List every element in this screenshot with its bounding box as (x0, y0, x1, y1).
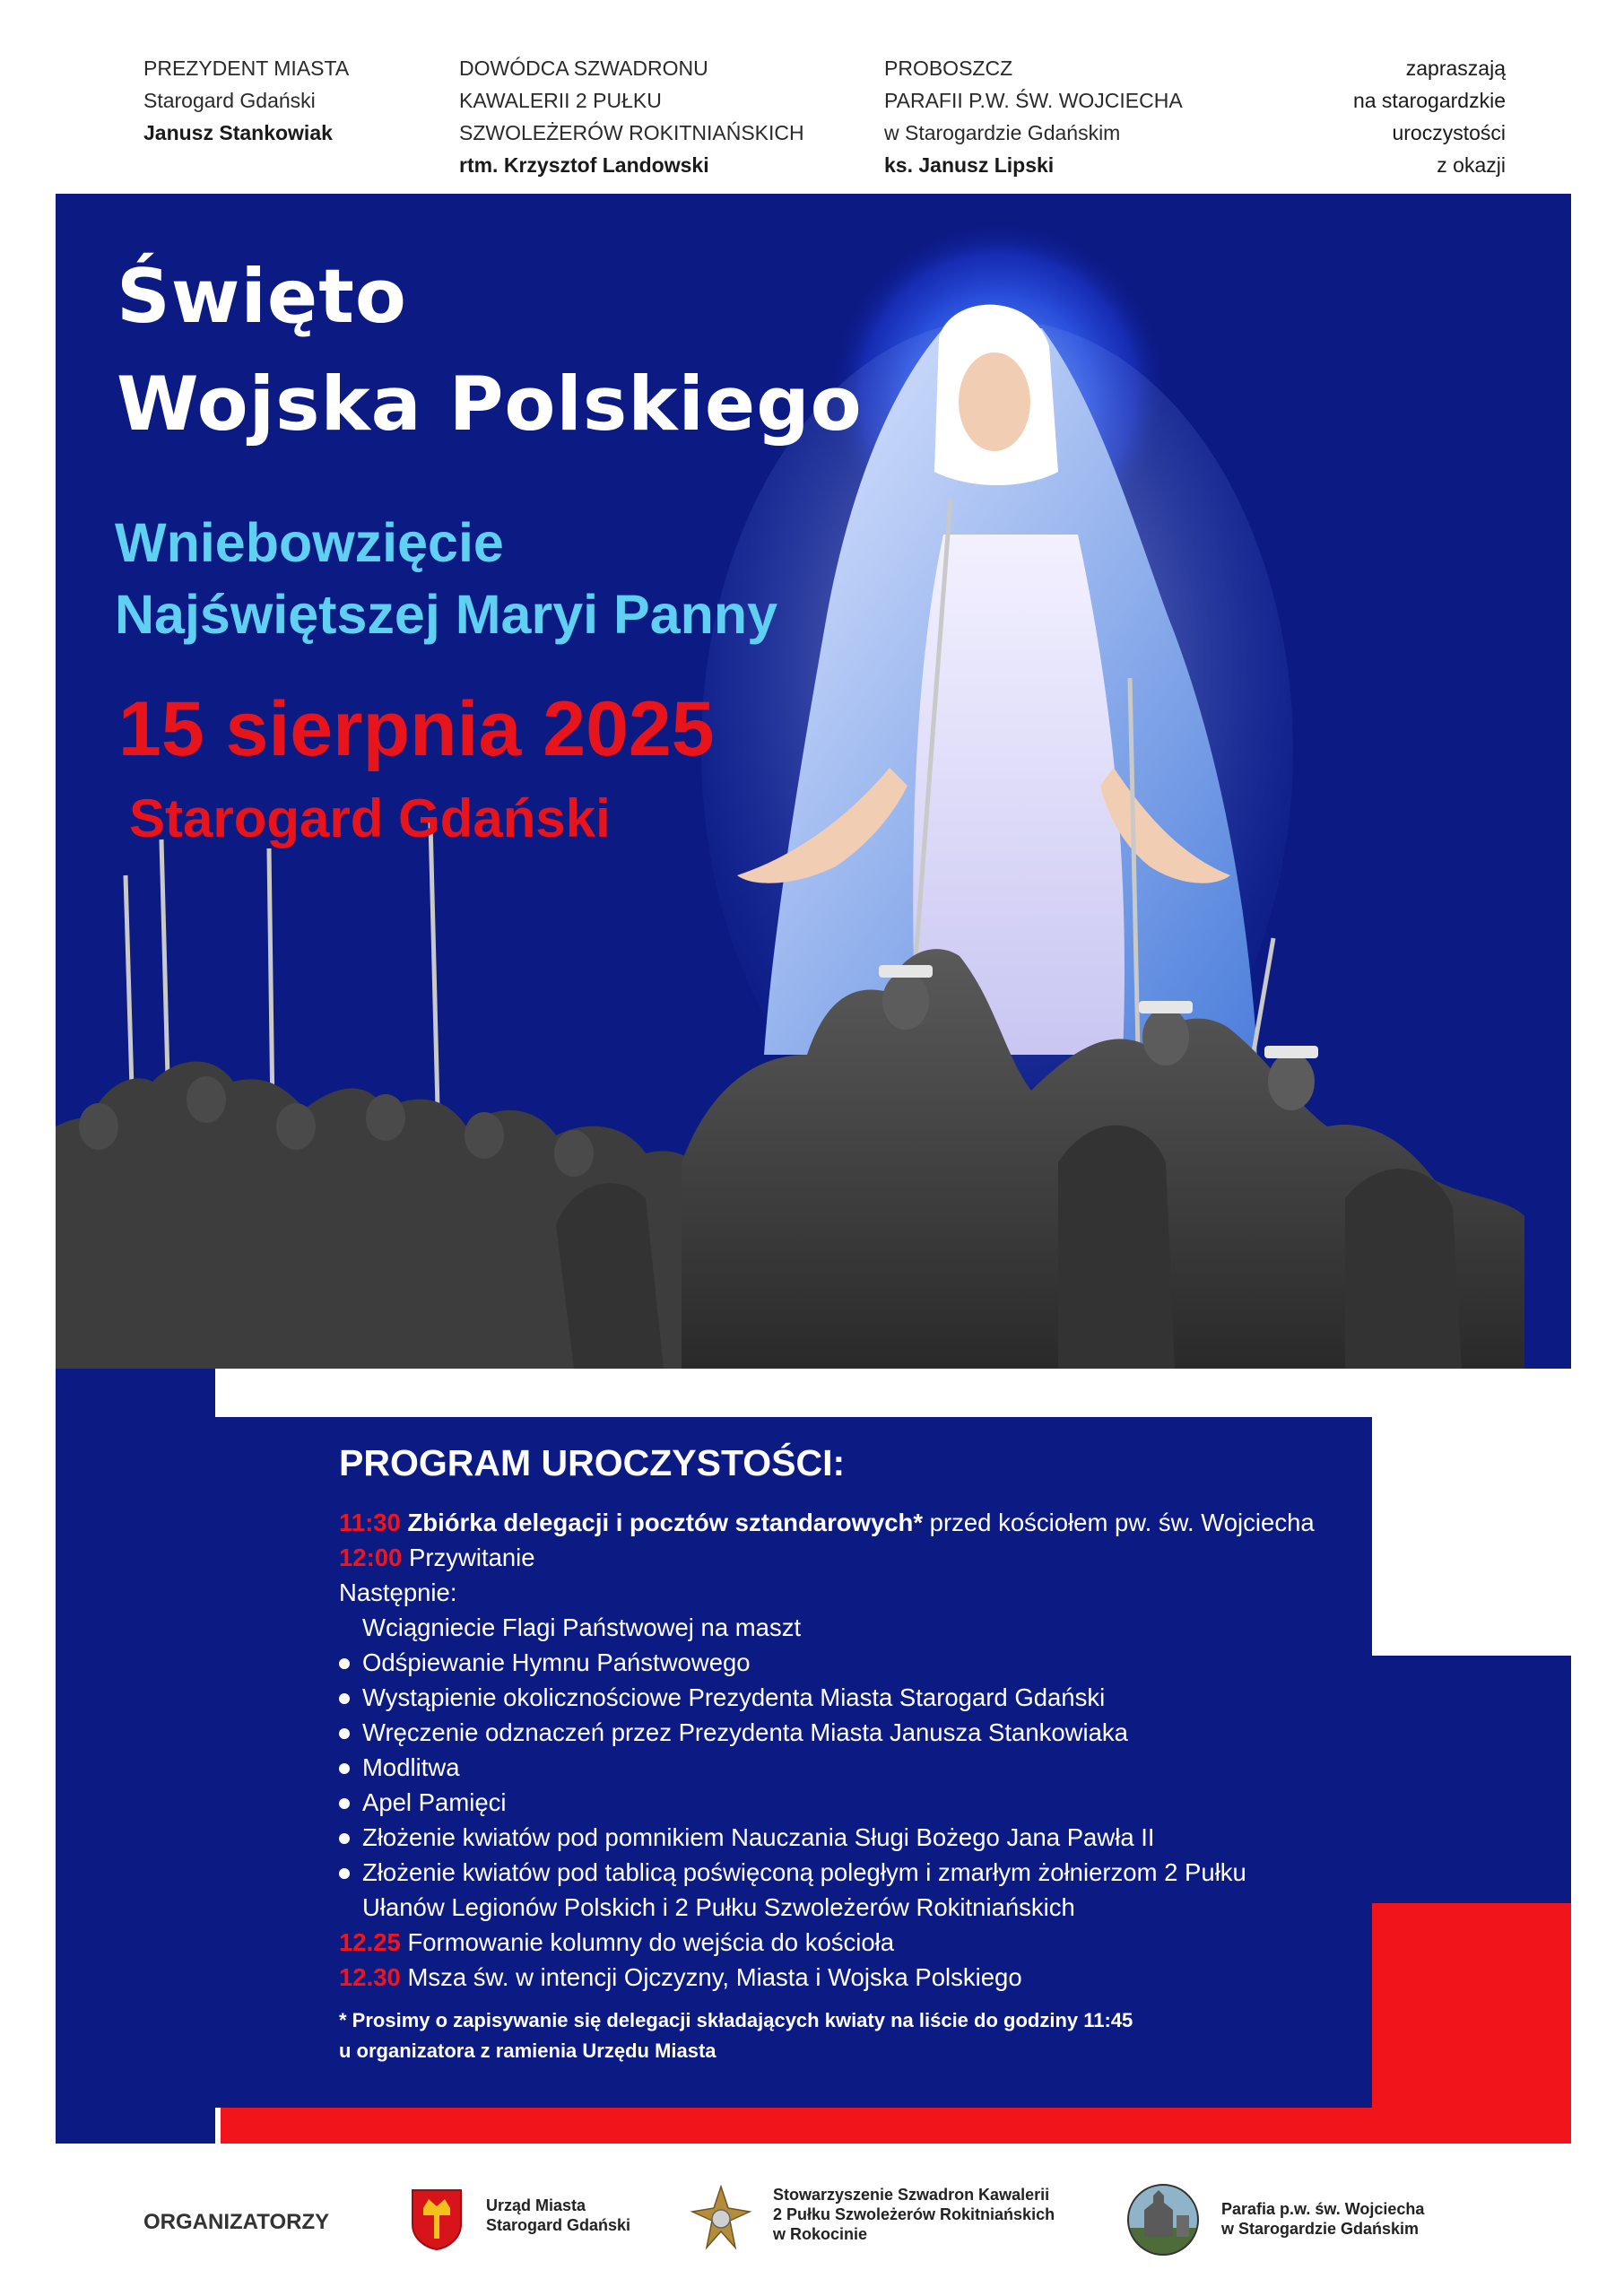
program-bullet: Wystąpienie okolicznościowe Prezydenta Miasta Starogard Gdański (339, 1680, 1315, 1715)
org3-line1: Parafia p.w. św. Wojciecha (1221, 2200, 1425, 2218)
hero-banner (56, 194, 1571, 1369)
title-line2: Wojska Polskiego (117, 361, 863, 448)
program-item-1225 (339, 1925, 1315, 1960)
header-commander-role: DOWÓDCA SZWADRONU (459, 57, 708, 80)
header-parish-city: w Starogardzie Gdańskim (884, 121, 1121, 144)
program-list (339, 1505, 1315, 1995)
org3-line2: w Starogardzie Gdańskim (1221, 2220, 1420, 2238)
program-item-bold: Zbiórka delegacji i pocztów sztandarowych* (407, 1509, 924, 1536)
org1-text (486, 2196, 630, 2235)
header-parish-role: PROBOSZCZ (884, 57, 1013, 80)
frame-left-blue (56, 1369, 215, 2144)
program-bullet: Apel Pamięci (339, 1785, 1315, 1820)
program-item-text: Msza św. w intencji Ojczyzny, Miasta i Wojska Polskiego (400, 1963, 1022, 1991)
header-commander-name: rtm. Krzysztof Landowski (459, 153, 709, 177)
program-item-text: przed kościołem pw. św. Wojciecha (923, 1509, 1315, 1536)
invite-line2: na starogardzkie (1352, 89, 1506, 112)
invite-line1: zapraszają (1405, 57, 1506, 80)
header-president-city: Starogard Gdański (143, 89, 316, 112)
org2-line2: 2 Pułku Szwoleżerów Rokitniańskich (773, 2205, 1055, 2223)
org2-line1: Stowarzyszenie Szwadron Kawalerii (773, 2186, 1050, 2204)
cavalry-cross-icon (687, 2185, 755, 2253)
header-parish-name-line: PARAFII P.W. ŚW. WOJCIECHA (884, 89, 1183, 112)
program-bullet-continued: Ułanów Legionów Polskich i 2 Pułku Szwoleżerów Rokitniańskich (362, 1893, 1075, 1921)
program-bullet: Odśpiewanie Hymnu Państwowego (339, 1645, 1315, 1680)
subtitle-line1: Wniebowzięcie (115, 512, 504, 573)
subtitle-line2: Najświętszej Maryi Panny (115, 584, 778, 645)
header-president-role: PREZYDENT MIASTA (143, 57, 350, 80)
program-bullet: Złożenie kwiatów pod pomnikiem Nauczania Sługi Bożego Jana Pawła II (339, 1820, 1315, 1855)
header-commander-unit2: SZWOLEŻERÓW ROKITNIAŃSKICH (459, 121, 804, 144)
org3-text (1221, 2199, 1424, 2239)
event-date: 15 sierpnia 2025 (118, 686, 715, 772)
parish-church-icon (1126, 2183, 1200, 2257)
organizers-label: ORGANIZATORZY (143, 2210, 330, 2234)
city-crest-icon (411, 2188, 463, 2251)
program-time: 11:30 (339, 1509, 401, 1536)
invite-line3: uroczystości (1392, 121, 1506, 144)
program-note-line2: u organizatora z ramienia Urzędu Miasta (339, 2039, 716, 2062)
program-time: 12:00 (339, 1544, 403, 1571)
program-bullet: Złożenie kwiatów pod tablicą poświęconą poległym i zmarłym żołnierzom 2 Pułku (339, 1855, 1315, 1890)
program-time: 12.30 (339, 1963, 401, 1991)
program-time: 12.25 (339, 1928, 401, 1956)
invite-line4: z okazji (1437, 153, 1506, 177)
program-note-line1: * Prosimy o zapisywanie się delegacji składających kwiaty na liście do godziny 11:45 (339, 2009, 1133, 2031)
program-note (339, 2005, 1133, 2066)
program-next-label: Następnie: (339, 1578, 457, 1606)
header-parish (884, 52, 1183, 181)
program-bullet: Wciągniecie Flagi Państwowej na maszt (362, 1613, 802, 1641)
header-parish-priest: ks. Janusz Lipski (884, 153, 1055, 177)
frame-right-white (1411, 1369, 1571, 1656)
header-president-name: Janusz Stankowiak (143, 121, 333, 144)
program-item-1200 (339, 1540, 1315, 1575)
frame-right-blue (1372, 1656, 1571, 1903)
program-item-1130 (339, 1505, 1315, 1540)
header-commander (459, 52, 804, 181)
program-bullet: Wręczenie odznaczeń przez Prezydenta Miasta Janusza Stankowiaka (339, 1715, 1315, 1750)
org2-text (773, 2185, 1055, 2244)
event-city: Starogard Gdański (129, 788, 611, 848)
program-item-text: Formowanie kolumny do wejścia do kościoła (400, 1928, 895, 1956)
header-invite (1353, 52, 1506, 181)
program-heading: PROGRAM UROCZYSTOŚCI: (339, 1442, 846, 1483)
title-line1: Święto (117, 253, 407, 340)
header-commander-unit1: KAWALERII 2 PUŁKU (459, 89, 662, 112)
header-president (143, 52, 349, 149)
program-item-1230 (339, 1960, 1315, 1995)
org1-line1: Urząd Miasta (486, 2196, 586, 2214)
program-item-text: Przywitanie (402, 1544, 535, 1571)
program-bullet: Modlitwa (339, 1750, 1315, 1785)
org1-line2: Starogard Gdański (486, 2216, 631, 2234)
org2-line3: w Rokocinie (773, 2225, 868, 2243)
program-box (215, 1417, 1372, 2108)
